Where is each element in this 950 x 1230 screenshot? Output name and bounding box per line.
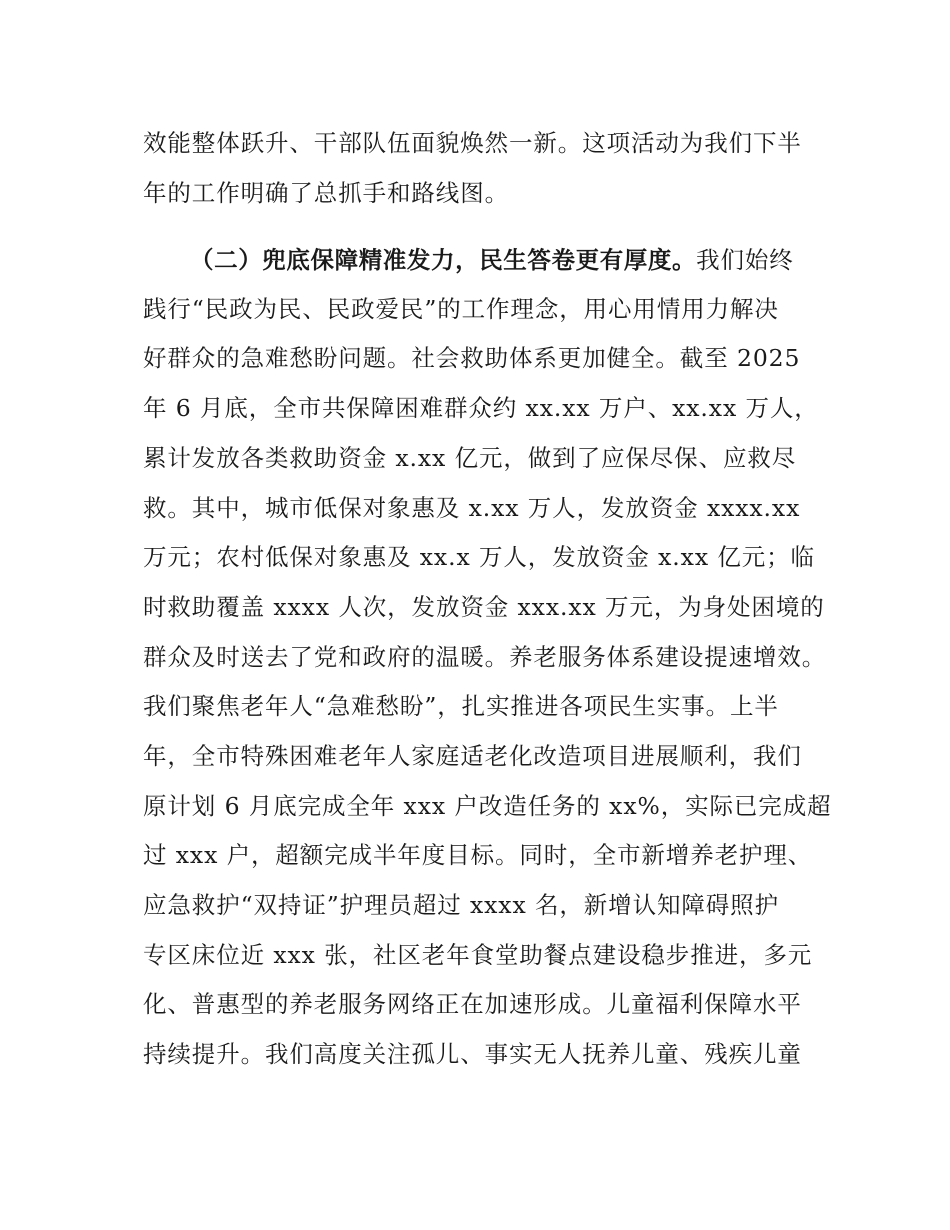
text-line: 好群众的急难愁盼问题。社会救助体系更加健全。截至 2025 [143,344,801,372]
section-heading: （二）兜底保障精准发力，民生答卷更有厚度。 [190,246,697,274]
text-line: 效能整体跃升、干部队伍面貌焕然一新。这项活动为我们下半 [143,129,802,157]
section-heading-line [190,245,794,275]
text-line: 应急救护“双持证”护理员超过 xxxx 名，新增认知障碍照护 [143,891,779,919]
text-line: 万元；农村低保对象惠及 xx.x 万人，发放资金 x.xx 亿元；临 [143,543,815,571]
text-line: 累计发放各类救助资金 x.xx 亿元，做到了应保尽保、应救尽 [143,444,797,472]
text-line: 群众及时送去了党和政府的温暖。养老服务体系建设提速增效。 [143,643,827,671]
text-line: 持续提升。我们高度关注孤儿、事实无人抚养儿童、残疾儿童 [143,1040,802,1068]
text-line: 时救助覆盖 xxxx 人次，发放资金 xxx.xx 万元，为身处困境的 [143,593,825,621]
text-line-continuation: 我们始终 [696,246,794,274]
text-line: 年，全市特殊困难老年人家庭适老化改造项目进展顺利，我们 [143,742,802,770]
text-line: 化、普惠型的养老服务网络正在加速形成。儿童福利保障水平 [143,990,802,1018]
text-line: 年的工作明确了总抓手和路线图。 [143,179,509,207]
text-line: 救。其中，城市低保对象惠及 x.xx 万人，发放资金 xxxx.xx [143,494,801,522]
text-line: 年 6 月底，全市共保障困难群众约 xx.xx 万户、xx.xx 万人， [143,394,819,422]
text-line: 过 xxx 户，超额完成半年度目标。同时，全市新增养老护理、 [143,841,813,869]
text-line: 专区床位近 xxx 张，社区老年食堂助餐点建设稳步推进，多元 [143,941,813,969]
text-line: 践行“民政为民、民政爱民”的工作理念，用心用情用力解决 [143,295,779,323]
text-line: 原计划 6 月底完成全年 xxx 户改造任务的 xx%，实际已完成超 [143,792,832,820]
text-line: 我们聚焦老年人“急难愁盼”，扎实推进各项民生实事。上半 [143,692,779,720]
